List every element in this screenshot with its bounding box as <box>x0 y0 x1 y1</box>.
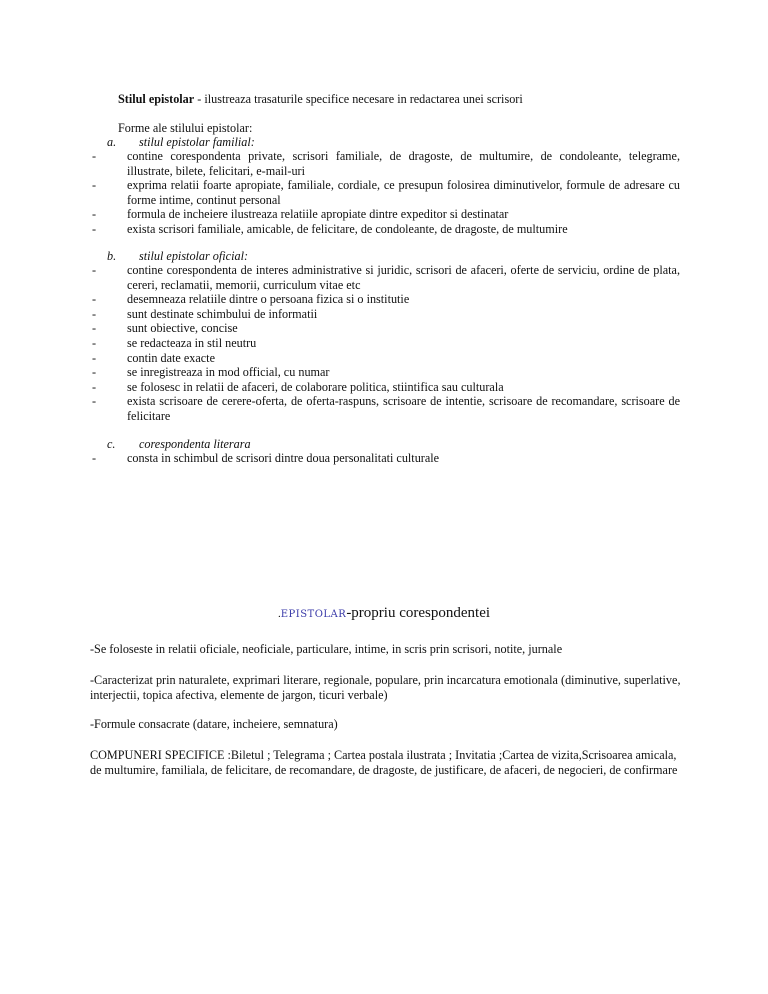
list-item <box>0 451 680 466</box>
list-item <box>0 207 680 222</box>
paragraph: COMPUNERI SPECIFICE :Biletul ; Telegrama ; Cartea postala ilustrata ; Invitatia ;Cartea de vizita,Scrisoarea amicala, de multumire, familiala, de felicitare, de recomandare, de dragoste, de justificare, de afaceri, de negocieri, de confirmare <box>90 748 678 777</box>
paragraph: -Caracterizat prin naturalete, exprimari literare, regionale, populare, prin incarcatura emotionala (diminutive, superlative, interjectii, topica afectiva, elemente de jargon, ticuri verbale) <box>90 673 681 702</box>
list-item-text: sunt obiective, concise <box>127 321 238 336</box>
subsection-c-heading <box>107 437 251 452</box>
subsection-c-title: corespondenta literara <box>139 437 251 451</box>
dash-marker: - <box>92 306 97 321</box>
paragraph: -Formule consacrate (datare, incheiere, semnatura) <box>90 717 338 731</box>
list-item <box>0 365 680 380</box>
intro-title: Stilul epistolar <box>118 92 195 106</box>
list-item <box>0 178 680 207</box>
heading-caps: epistolar <box>280 605 347 621</box>
oficial-list <box>0 263 680 424</box>
dash-marker: - <box>92 292 97 307</box>
list-item <box>0 222 680 237</box>
subsection-a-title: stilul epistolar familial: <box>139 135 255 149</box>
list-item <box>0 394 680 423</box>
list-item <box>0 351 680 366</box>
subsection-b-letter: b. <box>107 249 117 263</box>
heading-rest: -propriu corespondentei <box>346 605 491 621</box>
list-item <box>0 263 680 292</box>
list-item-text: se redacteaza in stil neutru <box>127 335 257 350</box>
list-item-text: sunt destinate schimbului de informatii <box>127 306 318 321</box>
literara-list <box>0 451 680 466</box>
dash-marker: - <box>92 149 97 163</box>
section-heading <box>0 604 768 623</box>
intro-text: - ilustreaza trasaturile specifice necesare in redactarea unei scrisori <box>194 92 523 106</box>
forms-title: Forme ale stilului epistolar: <box>118 121 253 135</box>
intro-line <box>118 92 523 107</box>
familial-list <box>0 149 680 237</box>
list-item-text: exista scrisori familiale, amicable, de felicitare, de condoleante, de dragoste, de multumire <box>127 221 568 236</box>
subsection-b-title: stilul epistolar oficial: <box>139 249 249 263</box>
list-item-text: contine corespondenta private, scrisori familiale, de dragoste, de multumire, de condoleante, telegrame, illustrate, bilete, felicitari, e-mail-uri <box>127 149 680 178</box>
dash-marker: - <box>92 365 97 380</box>
dash-marker: - <box>92 335 97 350</box>
subsection-c-letter: c. <box>107 437 116 451</box>
paragraph: -Se foloseste in relatii oficiale, neoficiale, particulare, intime, in scris prin scrisori, notite, jurnale <box>90 642 563 656</box>
list-item-text: contin date exacte <box>127 350 215 365</box>
dash-marker: - <box>92 263 97 277</box>
dash-marker: - <box>92 394 97 409</box>
list-item-text: exista scrisoare de cerere-oferta, de oferta-raspuns, scrisoare de intentie, scrisoare de recomandare, scrisoare de felicitare <box>127 394 680 423</box>
list-item-text: consta in schimbul de scrisori dintre doua personalitati culturale <box>127 451 440 465</box>
dash-marker: - <box>92 221 97 236</box>
list-item <box>0 149 680 178</box>
list-item-text: formula de incheiere ilustreaza relatiile apropiate dintre expeditor si destinatar <box>127 207 509 222</box>
heading-dot: . <box>277 608 281 620</box>
list-item <box>0 307 680 322</box>
list-item <box>0 336 680 351</box>
list-item-text: exprima relatii foarte apropiate, familiale, cordiale, ce presupun folosirea diminutivelor, formule de adresare cu forme intime, continut personal <box>127 178 680 207</box>
dash-marker: - <box>92 379 97 394</box>
dash-marker: - <box>92 451 97 465</box>
list-item-text: se folosesc in relatii de afaceri, de colaborare politica, stiintifica sau culturala <box>127 379 504 394</box>
dash-marker: - <box>92 207 97 222</box>
list-item-text: contine corespondenta de interes administrative si juridic, scrisori de afaceri, oferte de serviciu, ordine de plata, cereri, reclamatii, memorii, curriculum vitae etc <box>127 263 680 292</box>
subsection-b-heading <box>107 249 248 264</box>
list-item-text: se inregistreaza in mod official, cu numar <box>127 365 330 380</box>
list-item <box>0 321 680 336</box>
dash-marker: - <box>92 178 97 193</box>
list-item <box>0 380 680 395</box>
list-item-text: desemneaza relatiile dintre o persoana fizica si o institutie <box>127 292 410 307</box>
subsection-a-heading <box>107 135 255 150</box>
dash-marker: - <box>92 321 97 336</box>
subsection-a-letter: a. <box>107 135 117 149</box>
list-item <box>0 292 680 307</box>
dash-marker: - <box>92 350 97 365</box>
